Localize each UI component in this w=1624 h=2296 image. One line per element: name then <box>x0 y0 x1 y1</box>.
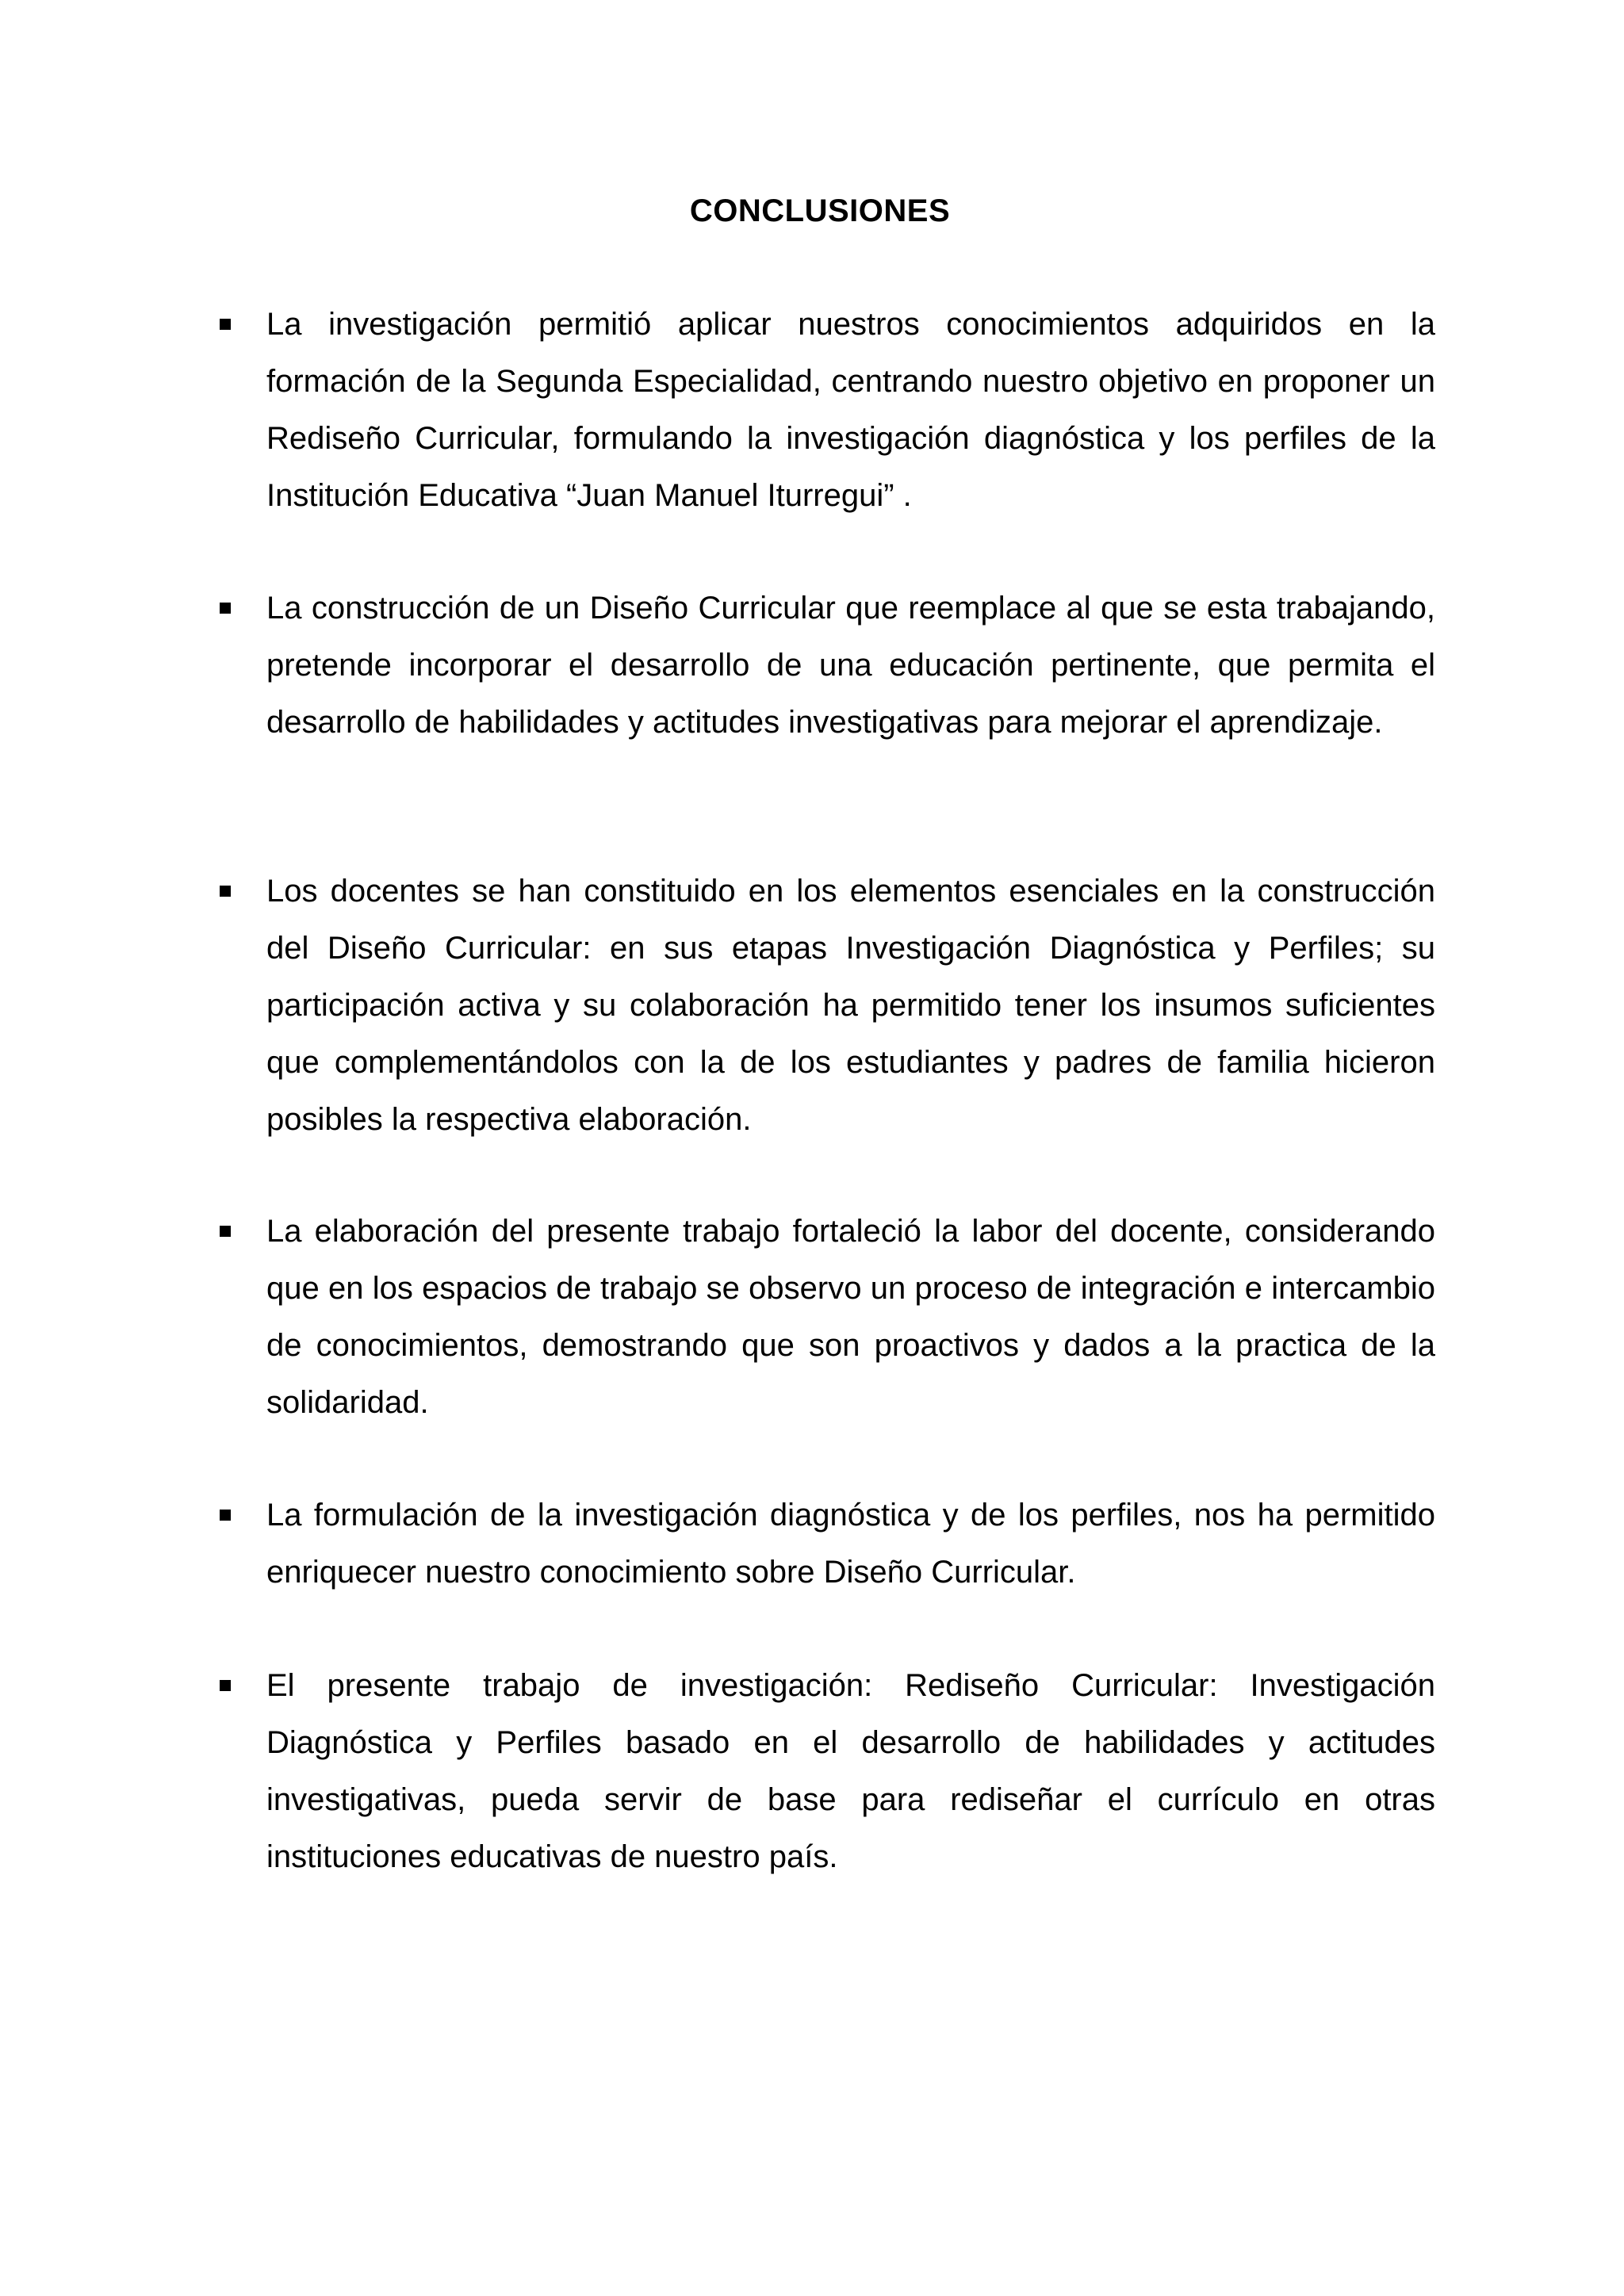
square-bullet-icon <box>220 1226 231 1237</box>
list-item-text: La formulación de la investigación diagnóstica y de los perfiles, nos ha permitido enriquecer nuestro conocimiento sobre Diseño Curricular. <box>266 1498 1435 1590</box>
page-title: CONCLUSIONES <box>689 193 951 228</box>
list-item-text: La elaboración del presente trabajo fortaleció la labor del docente, considerando que en los espacios de trabajo se observo un proceso de integración e intercambio de conocimientos, demostrando que son proactivos y dados a la practica de la solidaridad. <box>266 1214 1435 1420</box>
square-bullet-icon <box>220 319 231 330</box>
square-bullet-icon <box>220 886 231 897</box>
list-item-text: Los docentes se han constituido en los elementos esenciales en la construcción del Diseño Curricular: en sus etapas Investigación Diagnóstica y Perfiles; su participación activa y su colaboración ha permitido tener los insumos suficientes que complementándolos con la de los estudiantes y padres de familia hicieron posibles la respectiva elaboración. <box>266 874 1435 1137</box>
square-bullet-icon <box>220 603 231 614</box>
list-item-text: La investigación permitió aplicar nuestros conocimientos adquiridos en la formación de la Segunda Especialidad, centrando nuestro objetivo en proponer un Rediseño Curricular, formulando la investigación diagnóstica y los perfiles de la Institución Educativa “Juan Manuel Iturregui” . <box>266 307 1435 513</box>
square-bullet-icon <box>220 1680 231 1691</box>
list-item-text: La construcción de un Diseño Curricular que reemplace al que se esta trabajando, pretende incorporar el desarrollo de una educación pertinente, que permita el desarrollo de habilidades y actitudes investigativas para mejorar el aprendizaje. <box>266 591 1435 740</box>
list-item-text: El presente trabajo de investigación: Rediseño Curricular: Investigación Diagnóstica y Perfiles basado en el desarrollo de habilidades y actitudes investigativas, pueda servir de base para rediseñar el currículo en otras instituciones educativas de nuestro país. <box>266 1668 1435 1874</box>
square-bullet-icon <box>220 1510 231 1521</box>
